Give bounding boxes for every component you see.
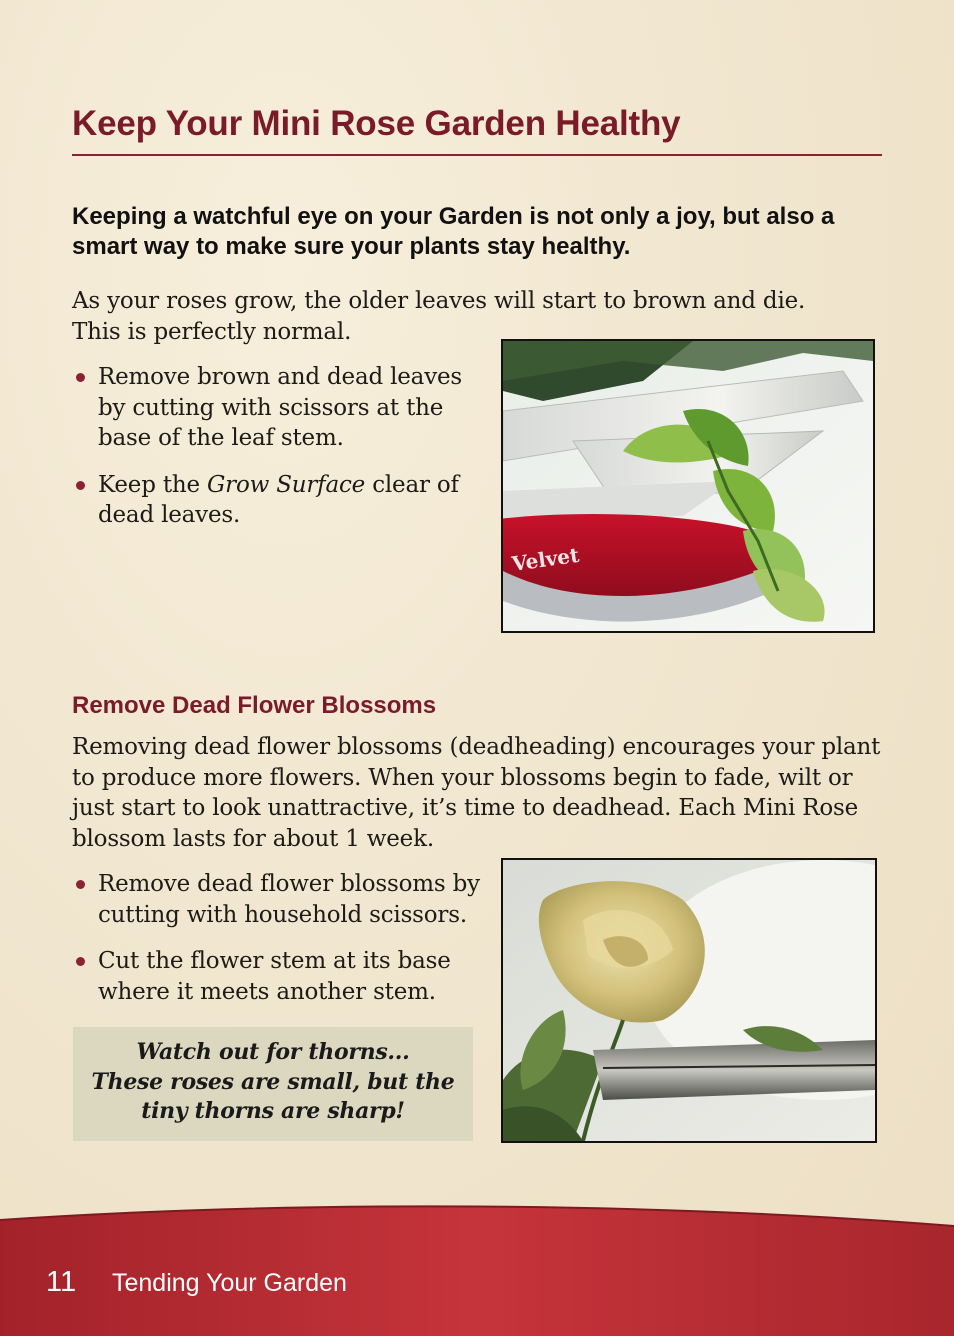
footer-section-title: Tending Your Garden (112, 1269, 347, 1297)
callout-line: Watch out for thorns... (136, 1039, 410, 1065)
callout-line: tiny thorns are sharp! (141, 1098, 405, 1124)
photo-trimming-leaves (501, 339, 875, 633)
photo-deadheading (501, 858, 877, 1143)
paragraph-deadheading: Removing dead flower blossoms (deadheading) encourages your plant to produce more flowers. When your blossoms begin to fade, wilt or just start to look unattractive, it’s time to deadhead. Each Mini Rose blossom lasts for about 1 week. (72, 734, 881, 852)
page-title: Keep Your Mini Rose Garden Healthy (72, 104, 681, 143)
page-number: 11 (46, 1266, 77, 1298)
thorn-warning-callout (73, 1027, 473, 1141)
list-item (72, 470, 472, 531)
paragraph-leaves: As your roses grow, the older leaves will start to brown and die. This is perfectly normal. (72, 288, 806, 345)
footer-band (0, 1200, 954, 1336)
list-item-text-prefix: Keep the (98, 471, 207, 498)
footer-background (0, 1200, 954, 1336)
pod-label: Velvet (510, 542, 581, 576)
callout-line: These roses are small, but the (91, 1068, 455, 1095)
deadheading-list (72, 869, 492, 1023)
list-item-text-suffix: clear of dead leaves. (98, 471, 459, 528)
leaf-care-list (72, 362, 472, 547)
list-item (72, 946, 492, 1007)
intro-text: Keeping a watchful eye on your Garden is not only a joy, but also a smart way to make sure your plants stay healthy. (72, 203, 835, 260)
title-divider (72, 154, 882, 156)
list-item (72, 362, 472, 454)
scissors-blossom-photo (503, 860, 875, 1141)
grow-surface-term: Grow Surface (207, 471, 366, 498)
list-item-text: Cut the flower stem at its base where it meets another stem. (98, 948, 451, 1005)
list-item-text: Remove brown and dead leaves by cutting with scissors at the base of the leaf stem. (98, 364, 463, 451)
list-item-text: Remove dead flower blossoms by cutting with household scissors. (98, 871, 480, 928)
section-heading-deadheading: Remove Dead Flower Blossoms (72, 692, 437, 719)
list-item (72, 869, 492, 930)
scissors-leaves-photo (503, 341, 873, 631)
